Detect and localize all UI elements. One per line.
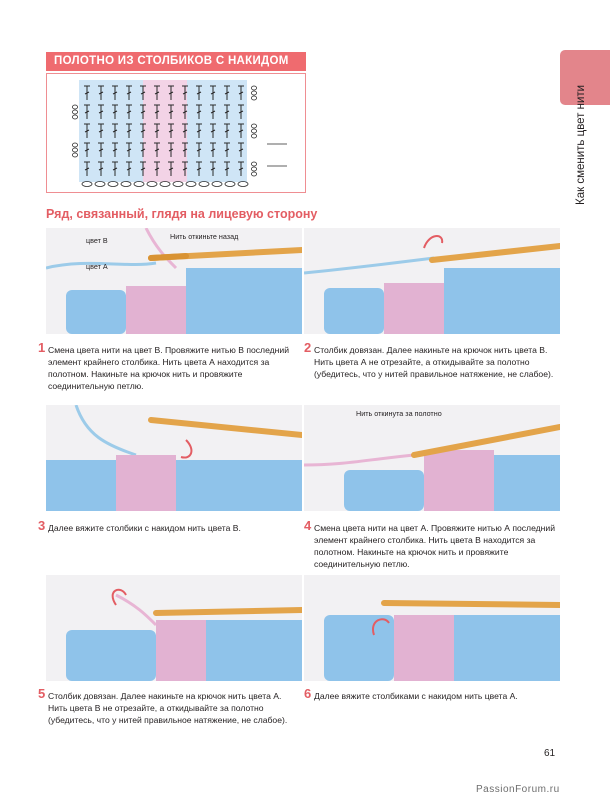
step-number: 1 <box>38 340 46 355</box>
chain-loop <box>252 124 257 128</box>
label-color-b: цвет B <box>86 236 108 245</box>
step-text: Далее вяжите столбиками с накидом нить цвета А. <box>314 691 518 701</box>
step-number: 4 <box>304 518 312 533</box>
foundation-chain-loop <box>134 182 144 187</box>
step-text: Смена цвета нити на цвет В. Провяжите нитью В последний элемент крайнего столбика. Нить цвета А находится за полотном. Накиньте на крючок нить и провяжите соединительную петлю. <box>48 345 290 391</box>
chapter-tab-label: Глава 3 <box>29 39 41 78</box>
label-thrown-behind: Нить откинута за полотно <box>356 409 442 418</box>
chain-loop <box>252 96 257 100</box>
step-photo-5 <box>46 575 302 681</box>
foundation-chain-loop <box>199 182 209 187</box>
step-number: 3 <box>38 518 46 533</box>
chain-loop <box>73 115 78 119</box>
chain-loop <box>252 129 257 133</box>
page-number: 61 <box>544 748 556 759</box>
foundation-chain-loop <box>186 182 196 187</box>
chain-loop <box>73 105 78 109</box>
foundation-chain-loop <box>108 182 118 187</box>
chain-loop <box>252 162 257 166</box>
step-photo-3 <box>46 405 302 511</box>
foundation-chain-loop <box>173 182 183 187</box>
section-title: ПОЛОТНО ИЗ СТОЛБИКОВ С НАКИДОМ <box>46 52 306 71</box>
step-text: Столбик довязан. Далее накиньте на крючок нить цвета В. Нить цвета А не отрезайте, а откидывайте за полотно (убедитесь, что у нитей правильное натяжение, не слабое). <box>314 345 554 379</box>
chain-loop <box>73 153 78 157</box>
step-text: Столбик довязан. Далее накиньте на крючок нить цвета А. Нить цвета В не отрезайте, а откидывайте за полотно (убедитесь, что у нитей правильное натяжение, не слабое). <box>48 691 288 725</box>
chain-loop <box>252 134 257 138</box>
chain-loop <box>252 86 257 90</box>
chain-loop <box>252 167 257 171</box>
foundation-chain-loop <box>82 182 92 187</box>
foundation-chain-loop <box>238 182 248 187</box>
step-photo-2 <box>304 228 560 334</box>
chain-loop <box>252 172 257 176</box>
label-color-a: цвет A <box>86 262 108 271</box>
chapter-side-title: Как сменить цвет нити <box>575 84 587 205</box>
foundation-chain-loop <box>212 182 222 187</box>
step-text: Смена цвета нити на цвет А. Провяжите нитью А последний элемент крайнего столбика. Нить цвета В находится за полотном. Накиньте на крючок нить и провяжите соединительную петлю. <box>314 523 556 569</box>
step-3 <box>38 518 296 534</box>
step-6 <box>304 686 562 702</box>
foundation-chain-loop <box>225 182 235 187</box>
step-photo-4 <box>304 405 560 511</box>
stitch-chart-diagram <box>47 74 305 192</box>
chain-loop <box>252 91 257 95</box>
step-5 <box>38 686 296 726</box>
stitch-chart <box>46 73 306 193</box>
foundation-chain-loop <box>147 182 157 187</box>
step-number: 6 <box>304 686 312 701</box>
watermark: PassionForum.ru <box>476 784 560 795</box>
chain-loop <box>73 110 78 114</box>
chain-loop <box>73 148 78 152</box>
step-photo-6 <box>304 575 560 681</box>
step-2 <box>304 340 562 380</box>
step-1 <box>38 340 296 392</box>
step-4 <box>304 518 562 570</box>
step-number: 5 <box>38 686 46 701</box>
label-throw-back: Нить откиньте назад <box>170 232 239 241</box>
chain-loop <box>73 143 78 147</box>
step-text: Далее вяжите столбики с накидом нить цвета В. <box>48 523 241 533</box>
foundation-chain-loop <box>160 182 170 187</box>
foundation-chain-loop <box>121 182 131 187</box>
foundation-chain-loop <box>95 182 105 187</box>
sub-heading: Ряд, связанный, глядя на лицевую сторону <box>46 207 318 221</box>
step-photo-1 <box>46 228 302 334</box>
step-number: 2 <box>304 340 312 355</box>
